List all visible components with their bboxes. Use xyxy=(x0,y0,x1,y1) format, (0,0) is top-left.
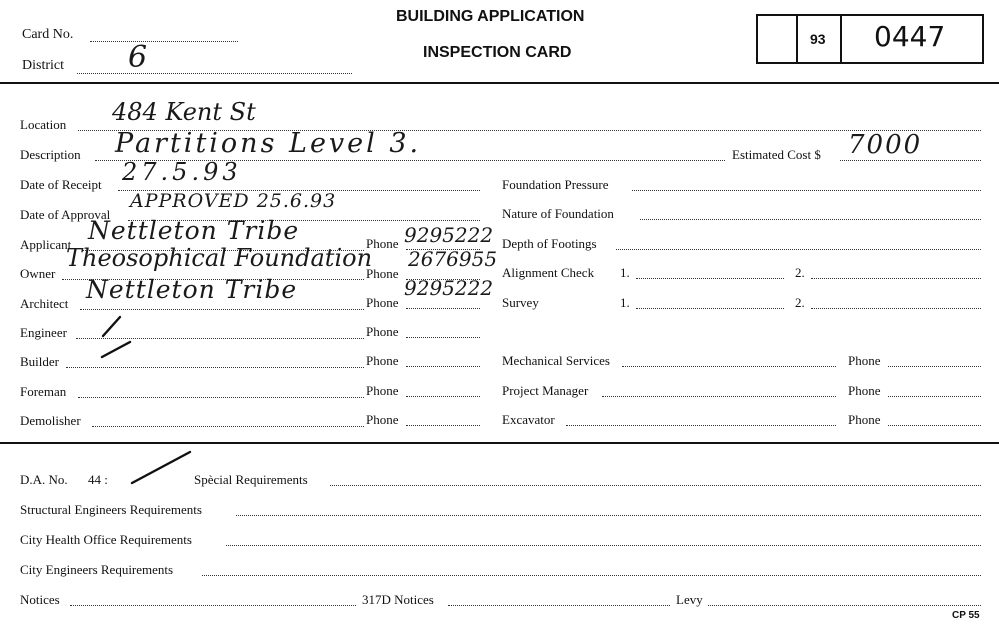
engineer-dash-mark xyxy=(103,317,120,336)
da-no-value: 44 : xyxy=(88,472,108,487)
date-of-receipt-value: 27.5.93 xyxy=(122,158,242,186)
engineers-requirements-label: City Engineers Requirements xyxy=(20,562,174,577)
foreman-label: Foreman xyxy=(20,384,67,399)
applicant-phone-value: 9295222 xyxy=(404,223,494,247)
foundation-pressure-label: Foundation Pressure xyxy=(502,177,609,192)
description-label: Description xyxy=(20,147,81,162)
district-label: District xyxy=(22,58,64,73)
description-value: Partitions Level 3. xyxy=(115,128,422,159)
owner-phone-label: Phone xyxy=(366,266,399,281)
notices-label: Notices xyxy=(20,592,60,607)
form-title-line1: BUILDING APPLICATION xyxy=(396,8,585,25)
notices-317d-label: 317D Notices xyxy=(362,592,434,607)
date-of-approval-label: Date of Approval xyxy=(20,207,111,222)
engineer-label: Engineer xyxy=(20,325,67,340)
form-code: CP 55 xyxy=(952,610,980,621)
special-requirements-label: Spècial Requirements xyxy=(194,472,308,487)
survey-label: Survey xyxy=(502,295,539,310)
owner-value: Theosophical Foundation xyxy=(66,244,373,272)
excavator-label: Excavator xyxy=(502,412,555,427)
foreman-phone-label: Phone xyxy=(366,383,399,398)
demolisher-label: Demolisher xyxy=(20,413,81,428)
applicant-value: Nettleton Tribe xyxy=(88,216,300,245)
excavator-phone-label: Phone xyxy=(848,412,881,427)
builder-label: Builder xyxy=(20,354,59,369)
district-value: 6 xyxy=(128,40,148,75)
architect-phone-value: 9295222 xyxy=(404,276,494,300)
structural-requirements-label: Structural Engineers Requirements xyxy=(20,502,202,517)
alignment-item-2: 2. xyxy=(795,265,805,280)
card-year: 93 xyxy=(810,31,826,47)
survey-item-2: 2. xyxy=(795,295,805,310)
location-label: Location xyxy=(20,117,67,132)
nature-of-foundation-label: Nature of Foundation xyxy=(502,206,614,221)
health-requirements-label: City Health Office Requirements xyxy=(20,532,192,547)
estimated-cost-value: 7000 xyxy=(848,130,923,160)
applicant-phone-label: Phone xyxy=(366,236,399,251)
applicant-label: Applicant xyxy=(20,237,72,252)
demolisher-phone-label: Phone xyxy=(366,412,399,427)
levy-label: Levy xyxy=(676,592,703,607)
da-no-label: D.A. No. xyxy=(20,472,68,487)
date-of-approval-value: APPROVED 25.6.93 xyxy=(130,190,337,212)
form-title-line2: INSPECTION CARD xyxy=(423,44,572,61)
builder-phone-label: Phone xyxy=(366,353,399,368)
alignment-check-label: Alignment Check xyxy=(502,265,595,280)
architect-label: Architect xyxy=(20,296,69,311)
card-no-label: Card No. xyxy=(22,27,74,42)
mechanical-services-label: Mechanical Services xyxy=(502,353,610,368)
depth-of-footings-label: Depth of Footings xyxy=(502,236,597,251)
estimated-cost-label: Estimated Cost $ xyxy=(732,147,821,162)
location-value: 484 Kent St xyxy=(112,98,256,126)
project-manager-label: Project Manager xyxy=(502,383,589,398)
mechanical-phone-label: Phone xyxy=(848,353,881,368)
engineer-phone-label: Phone xyxy=(366,324,399,339)
card-number: 0447 xyxy=(874,20,946,53)
architect-phone-label: Phone xyxy=(366,295,399,310)
builder-dash-mark xyxy=(102,342,130,357)
da-no-dash-mark xyxy=(132,452,190,483)
architect-value: Nettleton Tribe xyxy=(86,275,298,304)
owner-label: Owner xyxy=(20,266,56,281)
project-manager-phone-label: Phone xyxy=(848,383,881,398)
date-of-receipt-label: Date of Receipt xyxy=(20,177,102,192)
owner-phone-value: 2676955 xyxy=(408,247,498,271)
alignment-item-1: 1. xyxy=(620,265,630,280)
survey-item-1: 1. xyxy=(620,295,630,310)
